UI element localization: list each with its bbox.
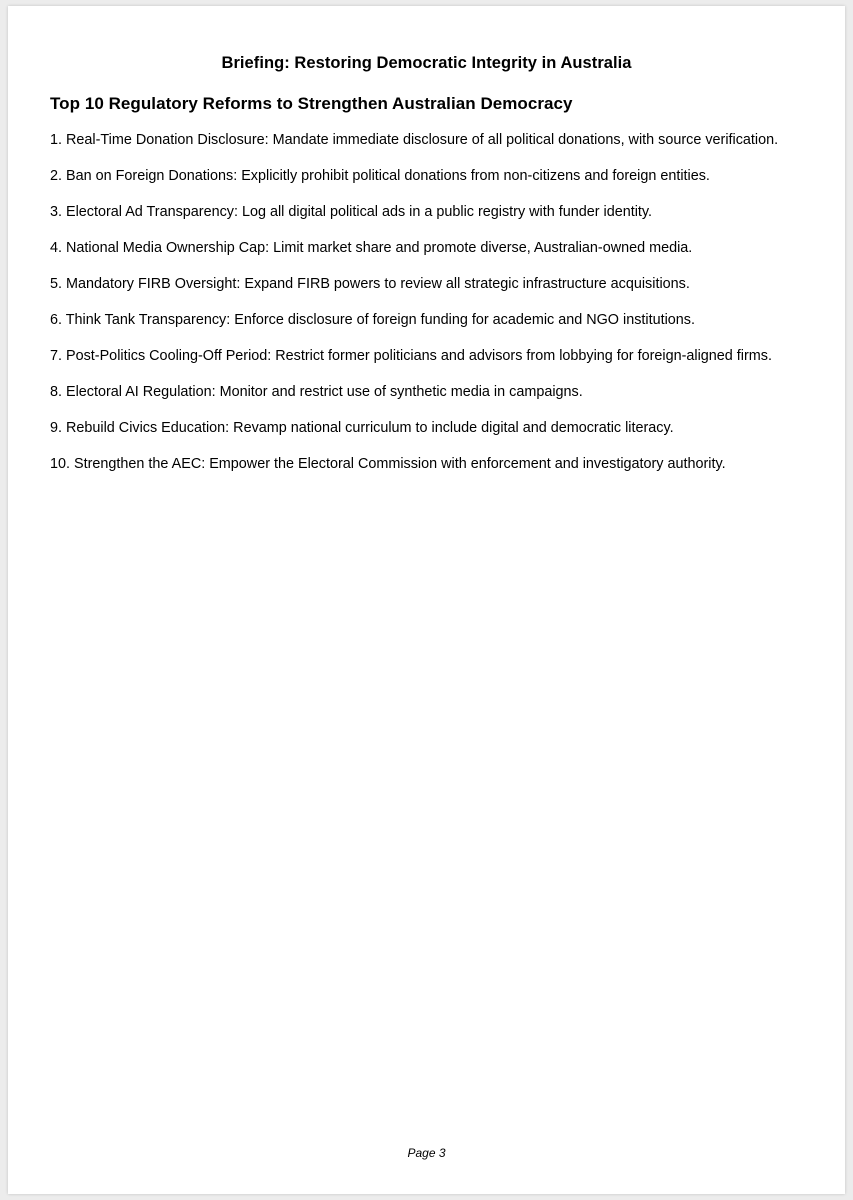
reform-item-9: 9. Rebuild Civics Education: Revamp national curriculum to include digital and democratic literacy. bbox=[50, 420, 674, 436]
reform-item-1: 1. Real-Time Donation Disclosure: Mandate immediate disclosure of all political donations, with source verification. bbox=[50, 132, 779, 148]
reform-item-4: 4. National Media Ownership Cap: Limit market share and promote diverse, Australian-owned media. bbox=[50, 240, 693, 256]
reform-item-3: 3. Electoral Ad Transparency: Log all digital political ads in a public registry with funder identity. bbox=[50, 204, 653, 220]
reform-item-7: 7. Post-Politics Cooling-Off Period: Restrict former politicians and advisors from lobbying for foreign-aligned firms. bbox=[50, 348, 772, 364]
page-number: Page 3 bbox=[407, 1146, 446, 1160]
reform-item-8: 8. Electoral AI Regulation: Monitor and restrict use of synthetic media in campaigns. bbox=[50, 384, 583, 400]
section-heading: Top 10 Regulatory Reforms to Strengthen Australian Democracy bbox=[50, 94, 573, 113]
document-page bbox=[8, 6, 845, 1194]
reform-list bbox=[50, 130, 778, 490]
reform-item-2: 2. Ban on Foreign Donations: Explicitly prohibit political donations from non-citizens and foreign entities. bbox=[50, 168, 710, 184]
reform-item-5: 5. Mandatory FIRB Oversight: Expand FIRB powers to review all strategic infrastructure acquisitions. bbox=[50, 276, 690, 292]
document-title: Briefing: Restoring Democratic Integrity in Australia bbox=[221, 54, 632, 72]
reform-item-10: 10. Strengthen the AEC: Empower the Electoral Commission with enforcement and investigatory authority. bbox=[50, 456, 726, 472]
reform-item-6: 6. Think Tank Transparency: Enforce disclosure of foreign funding for academic and NGO institutions. bbox=[50, 312, 695, 328]
